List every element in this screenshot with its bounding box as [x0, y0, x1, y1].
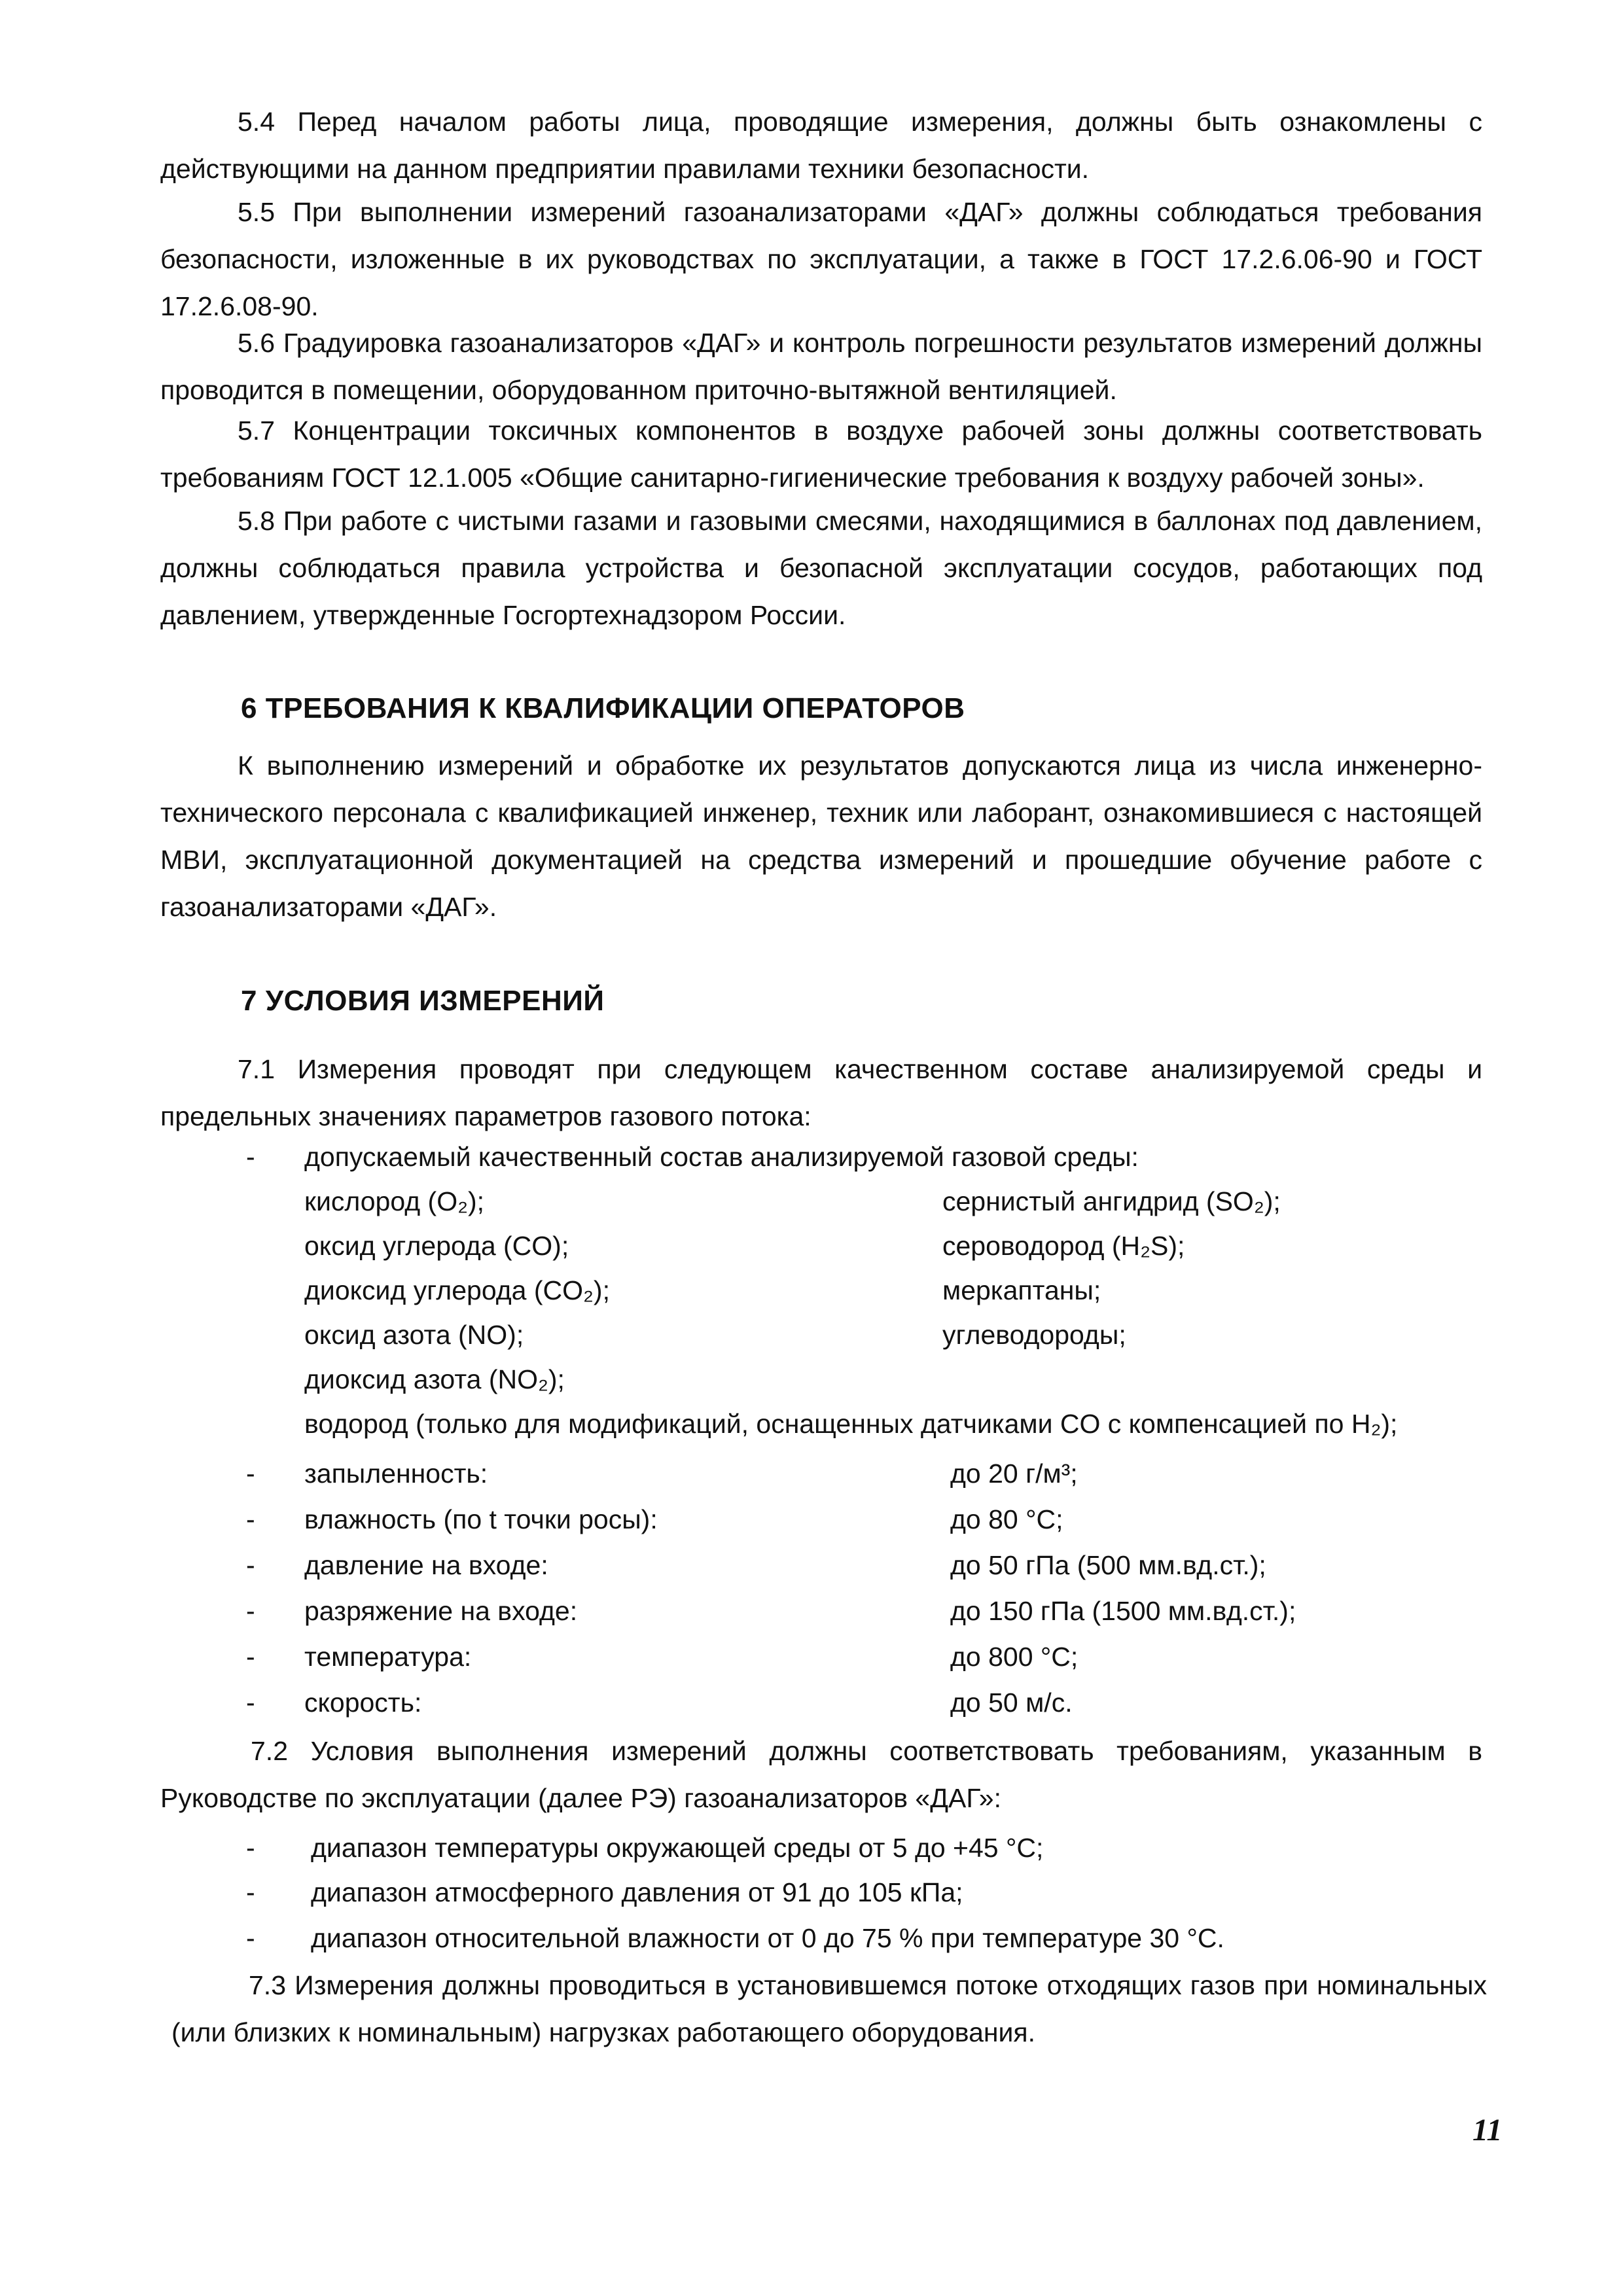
param-value: до 50 гПа (500 мм.вд.ст.);	[950, 1550, 1266, 1580]
param-label: разряжение на входе:	[304, 1596, 578, 1626]
param-label: запыленность:	[304, 1458, 488, 1489]
paragraph-5-6: 5.6 Градуировка газоанализаторов «ДАГ» и контроль погрешности результатов измерений должны проводится в помещении, оборудованном приточно-вытяжной вентиляцией.	[160, 328, 1482, 405]
list-bullet: -	[246, 1458, 255, 1489]
condition-item: диапазон относительной влажности от 0 до 75 % при температуре 30 °C.	[311, 1923, 1224, 1953]
paragraph-7-3: 7.3 Измерения должны проводиться в установившемся потоке отходящих газов при номинальных (или близких к номинальным) нагрузках работающего оборудования.	[171, 1970, 1487, 2047]
param-label: скорость:	[304, 1687, 422, 1718]
paragraph-7-1: 7.1 Измерения проводят при следующем качественном составе анализируемой среды и предельных значениях параметров газового потока:	[160, 1054, 1482, 1131]
section-6-heading: 6 ТРЕБОВАНИЯ К КВАЛИФИКАЦИИ ОПЕРАТОРОВ	[241, 692, 965, 724]
param-value: до 80 °C;	[950, 1504, 1063, 1534]
paragraph-5-4: 5.4 Перед началом работы лица, проводящие измерения, должны быть ознакомлены с действующими на данном предприятии правилами техники безопасности.	[160, 107, 1482, 184]
list-bullet: -	[246, 1923, 255, 1953]
page-number: 11	[1472, 2113, 1503, 2147]
list-bullet: -	[246, 1687, 255, 1718]
gas-oxygen: кислород (O₂);	[304, 1186, 485, 1216]
gas-hydrogen-note: водород (только для модификаций, оснащенных датчиками CO с компенсацией по H₂);	[304, 1409, 1398, 1439]
condition-item: диапазон температуры окружающей среды от 5 до +45 °C;	[311, 1833, 1044, 1863]
gas-sulfur-dioxide: сернистый ангидрид (SO₂);	[942, 1186, 1281, 1216]
list-bullet: -	[246, 1833, 255, 1863]
list-bullet: -	[246, 1596, 255, 1626]
section-7-heading: 7 УСЛОВИЯ ИЗМЕРЕНИЙ	[241, 985, 605, 1017]
paragraph-5-5: 5.5 При выполнении измерений газоанализаторами «ДАГ» должны соблюдаться требования безопасности, изложенные в их руководствах по эксплуатации, а также в ГОСТ 17.2.6.06-90 и ГОСТ 17.2.6.08-90.	[160, 197, 1482, 321]
condition-item: диапазон атмосферного давления от 91 до 105 кПа;	[311, 1877, 963, 1907]
param-value: до 800 °C;	[950, 1642, 1079, 1672]
gas-mercaptans: меркаптаны;	[942, 1275, 1101, 1305]
param-value: до 20 г/м³;	[950, 1458, 1078, 1489]
param-label: влажность (по t точки росы):	[304, 1504, 658, 1534]
paragraph-7-2: 7.2 Условия выполнения измерений должны соответствовать требованиям, указанным в Руководстве по эксплуатации (далее РЭ) газоанализаторов «ДАГ»:	[160, 1736, 1482, 1813]
list-bullet: -	[246, 1550, 255, 1580]
list-bullet: -	[246, 1142, 255, 1172]
gas-carbon-monoxide: оксид углерода (CO);	[304, 1231, 569, 1261]
list-bullet: -	[246, 1877, 255, 1907]
list-bullet: -	[246, 1504, 255, 1534]
paragraph-5-7: 5.7 Концентрации токсичных компонентов в воздухе рабочей зоны должны соответствовать требованиям ГОСТ 12.1.005 «Общие санитарно-гигиенические требования к воздуху рабочей зоны».	[160, 415, 1482, 493]
composition-intro: допускаемый качественный состав анализируемой газовой среды:	[304, 1142, 1139, 1172]
param-label: давление на входе:	[304, 1550, 548, 1580]
param-label: температура:	[304, 1642, 472, 1672]
list-bullet: -	[246, 1642, 255, 1672]
gas-carbon-dioxide: диоксид углерода (CO₂);	[304, 1275, 610, 1305]
gas-nitrogen-dioxide: диоксид азота (NO₂);	[304, 1364, 565, 1394]
paragraph-6: К выполнению измерений и обработке их результатов допускаются лица из числа инженерно-технического персонала с квалификацией инженер, техник или лаборант, ознакомившиеся с настоящей МВИ, эксплуатационной документацией на средства измерений и прошедшие обучение работе с газоанализаторами «ДАГ».	[160, 751, 1482, 922]
gas-hydrocarbons: углеводороды;	[942, 1320, 1126, 1350]
paragraph-5-8: 5.8 При работе с чистыми газами и газовыми смесями, находящимися в баллонах под давлением, должны соблюдаться правила устройства и безопасной эксплуатации сосудов, работающих под давлением, утвержденные Госгортехнадзором России.	[160, 506, 1482, 630]
param-value: до 150 гПа (1500 мм.вд.ст.);	[950, 1596, 1296, 1626]
gas-nitric-oxide: оксид азота (NO);	[304, 1320, 524, 1350]
gas-hydrogen-sulfide: сероводород (H₂S);	[942, 1231, 1185, 1261]
param-value: до 50 м/с.	[950, 1687, 1073, 1718]
